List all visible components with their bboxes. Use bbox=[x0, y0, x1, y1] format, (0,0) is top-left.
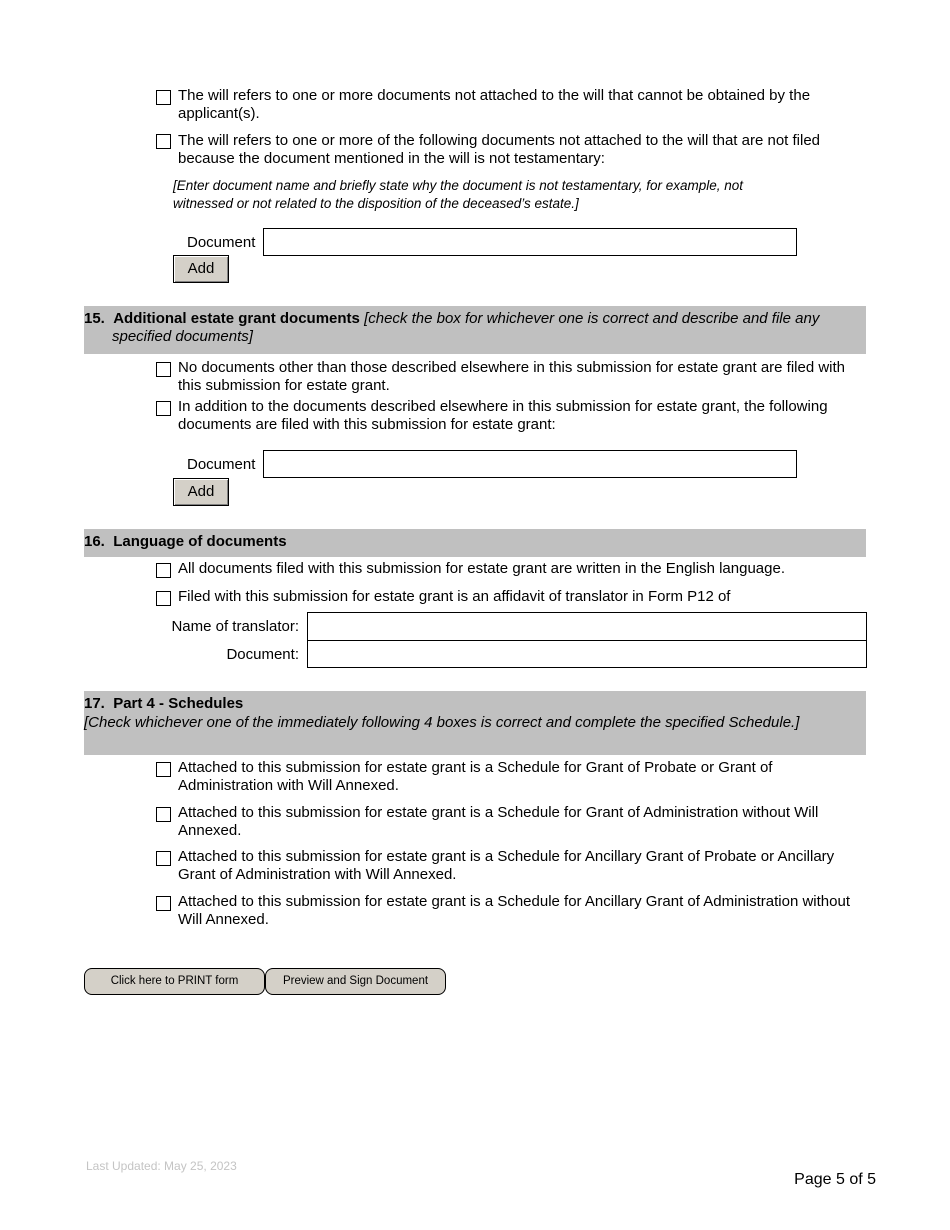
section-number: 16. bbox=[84, 533, 105, 550]
page-number: Page 5 of 5 bbox=[794, 1171, 876, 1188]
checkbox-label: Attached to this submission for estate grant is a Schedule for Grant of Probate or Grant of Administration with Will Annexed. bbox=[178, 759, 773, 794]
checkbox-docs-not-testamentary[interactable] bbox=[156, 134, 171, 149]
translator-name-input[interactable] bbox=[307, 612, 867, 641]
section-instruction: [check the box for whichever one is correct and describe and file any specified documents] bbox=[112, 310, 820, 345]
checkbox-label: The will refers to one or more documents not attached to the will that cannot be obtained by the applicant(s). bbox=[178, 87, 811, 122]
checkbox-label: No documents other than those described elsewhere in this submission for estate grant are filed with this submission for estate grant. bbox=[178, 359, 846, 394]
checkbox-label: In addition to the documents described elsewhere in this submission for estate grant, the following documents are filed with this submission for estate grant: bbox=[178, 398, 828, 433]
section-instruction: [Check whichever one of the immediately following 4 boxes is correct and complete the specified Schedule.] bbox=[84, 714, 800, 731]
section-header-15 bbox=[84, 306, 866, 354]
section-header-17 bbox=[84, 691, 866, 755]
checkbox-docs-cannot-be-obtained[interactable] bbox=[156, 90, 171, 105]
checkbox-english-language[interactable] bbox=[156, 563, 171, 578]
checkbox-no-other-documents[interactable] bbox=[156, 362, 171, 377]
preview-sign-button[interactable]: Preview and Sign Document bbox=[265, 968, 446, 995]
checkbox-schedule-probate[interactable] bbox=[156, 762, 171, 777]
section-title: Part 4 - Schedules bbox=[113, 695, 244, 712]
checkbox-label: Attached to this submission for estate grant is a Schedule for Ancillary Grant of Probate or Ancillary Grant of Administration with Will Annexed. bbox=[178, 848, 835, 883]
checkbox-affidavit-of-translator[interactable] bbox=[156, 591, 171, 606]
checkbox-label: Filed with this submission for estate grant is an affidavit of translator in Form P12 of bbox=[178, 588, 731, 605]
document-label: Document bbox=[187, 234, 256, 251]
checkbox-additional-documents[interactable] bbox=[156, 401, 171, 416]
print-form-button[interactable]: Click here to PRINT form bbox=[84, 968, 265, 995]
checkbox-schedule-ancillary-probate[interactable] bbox=[156, 851, 171, 866]
checkbox-schedule-ancillary-administration[interactable] bbox=[156, 896, 171, 911]
last-updated: Last Updated: May 25, 2023 bbox=[86, 1159, 237, 1173]
translator-document-input[interactable] bbox=[307, 640, 867, 668]
document-input[interactable] bbox=[263, 450, 797, 478]
document-input[interactable] bbox=[263, 228, 797, 256]
add-document-button[interactable]: Add bbox=[173, 255, 229, 283]
checkbox-label: The will refers to one or more of the following documents not attached to the will that are not filed because the document mentioned in the will is not testamentary: bbox=[178, 132, 821, 167]
instruction-text: [Enter document name and briefly state why the document is not testamentary, for example, not witnessed or not related to the disposition of the deceased’s estate.] bbox=[173, 178, 744, 211]
checkbox-label: Attached to this submission for estate grant is a Schedule for Ancillary Grant of Administration without Will Annexed. bbox=[178, 893, 851, 928]
translator-document-label: Document: bbox=[226, 646, 299, 663]
document-label: Document bbox=[187, 456, 256, 473]
checkbox-label: Attached to this submission for estate grant is a Schedule for Grant of Administration without Will Annexed. bbox=[178, 804, 819, 839]
section-number: 17. bbox=[84, 695, 105, 712]
section-title: Additional estate grant documents bbox=[113, 310, 360, 327]
section-title: Language of documents bbox=[113, 533, 287, 550]
section-number: 15. bbox=[84, 310, 105, 327]
translator-name-label: Name of translator: bbox=[171, 618, 299, 635]
checkbox-schedule-administration[interactable] bbox=[156, 807, 171, 822]
add-document-button[interactable]: Add bbox=[173, 478, 229, 506]
section-header-16 bbox=[84, 529, 866, 557]
checkbox-label: All documents filed with this submission for estate grant are written in the English language. bbox=[178, 560, 785, 577]
